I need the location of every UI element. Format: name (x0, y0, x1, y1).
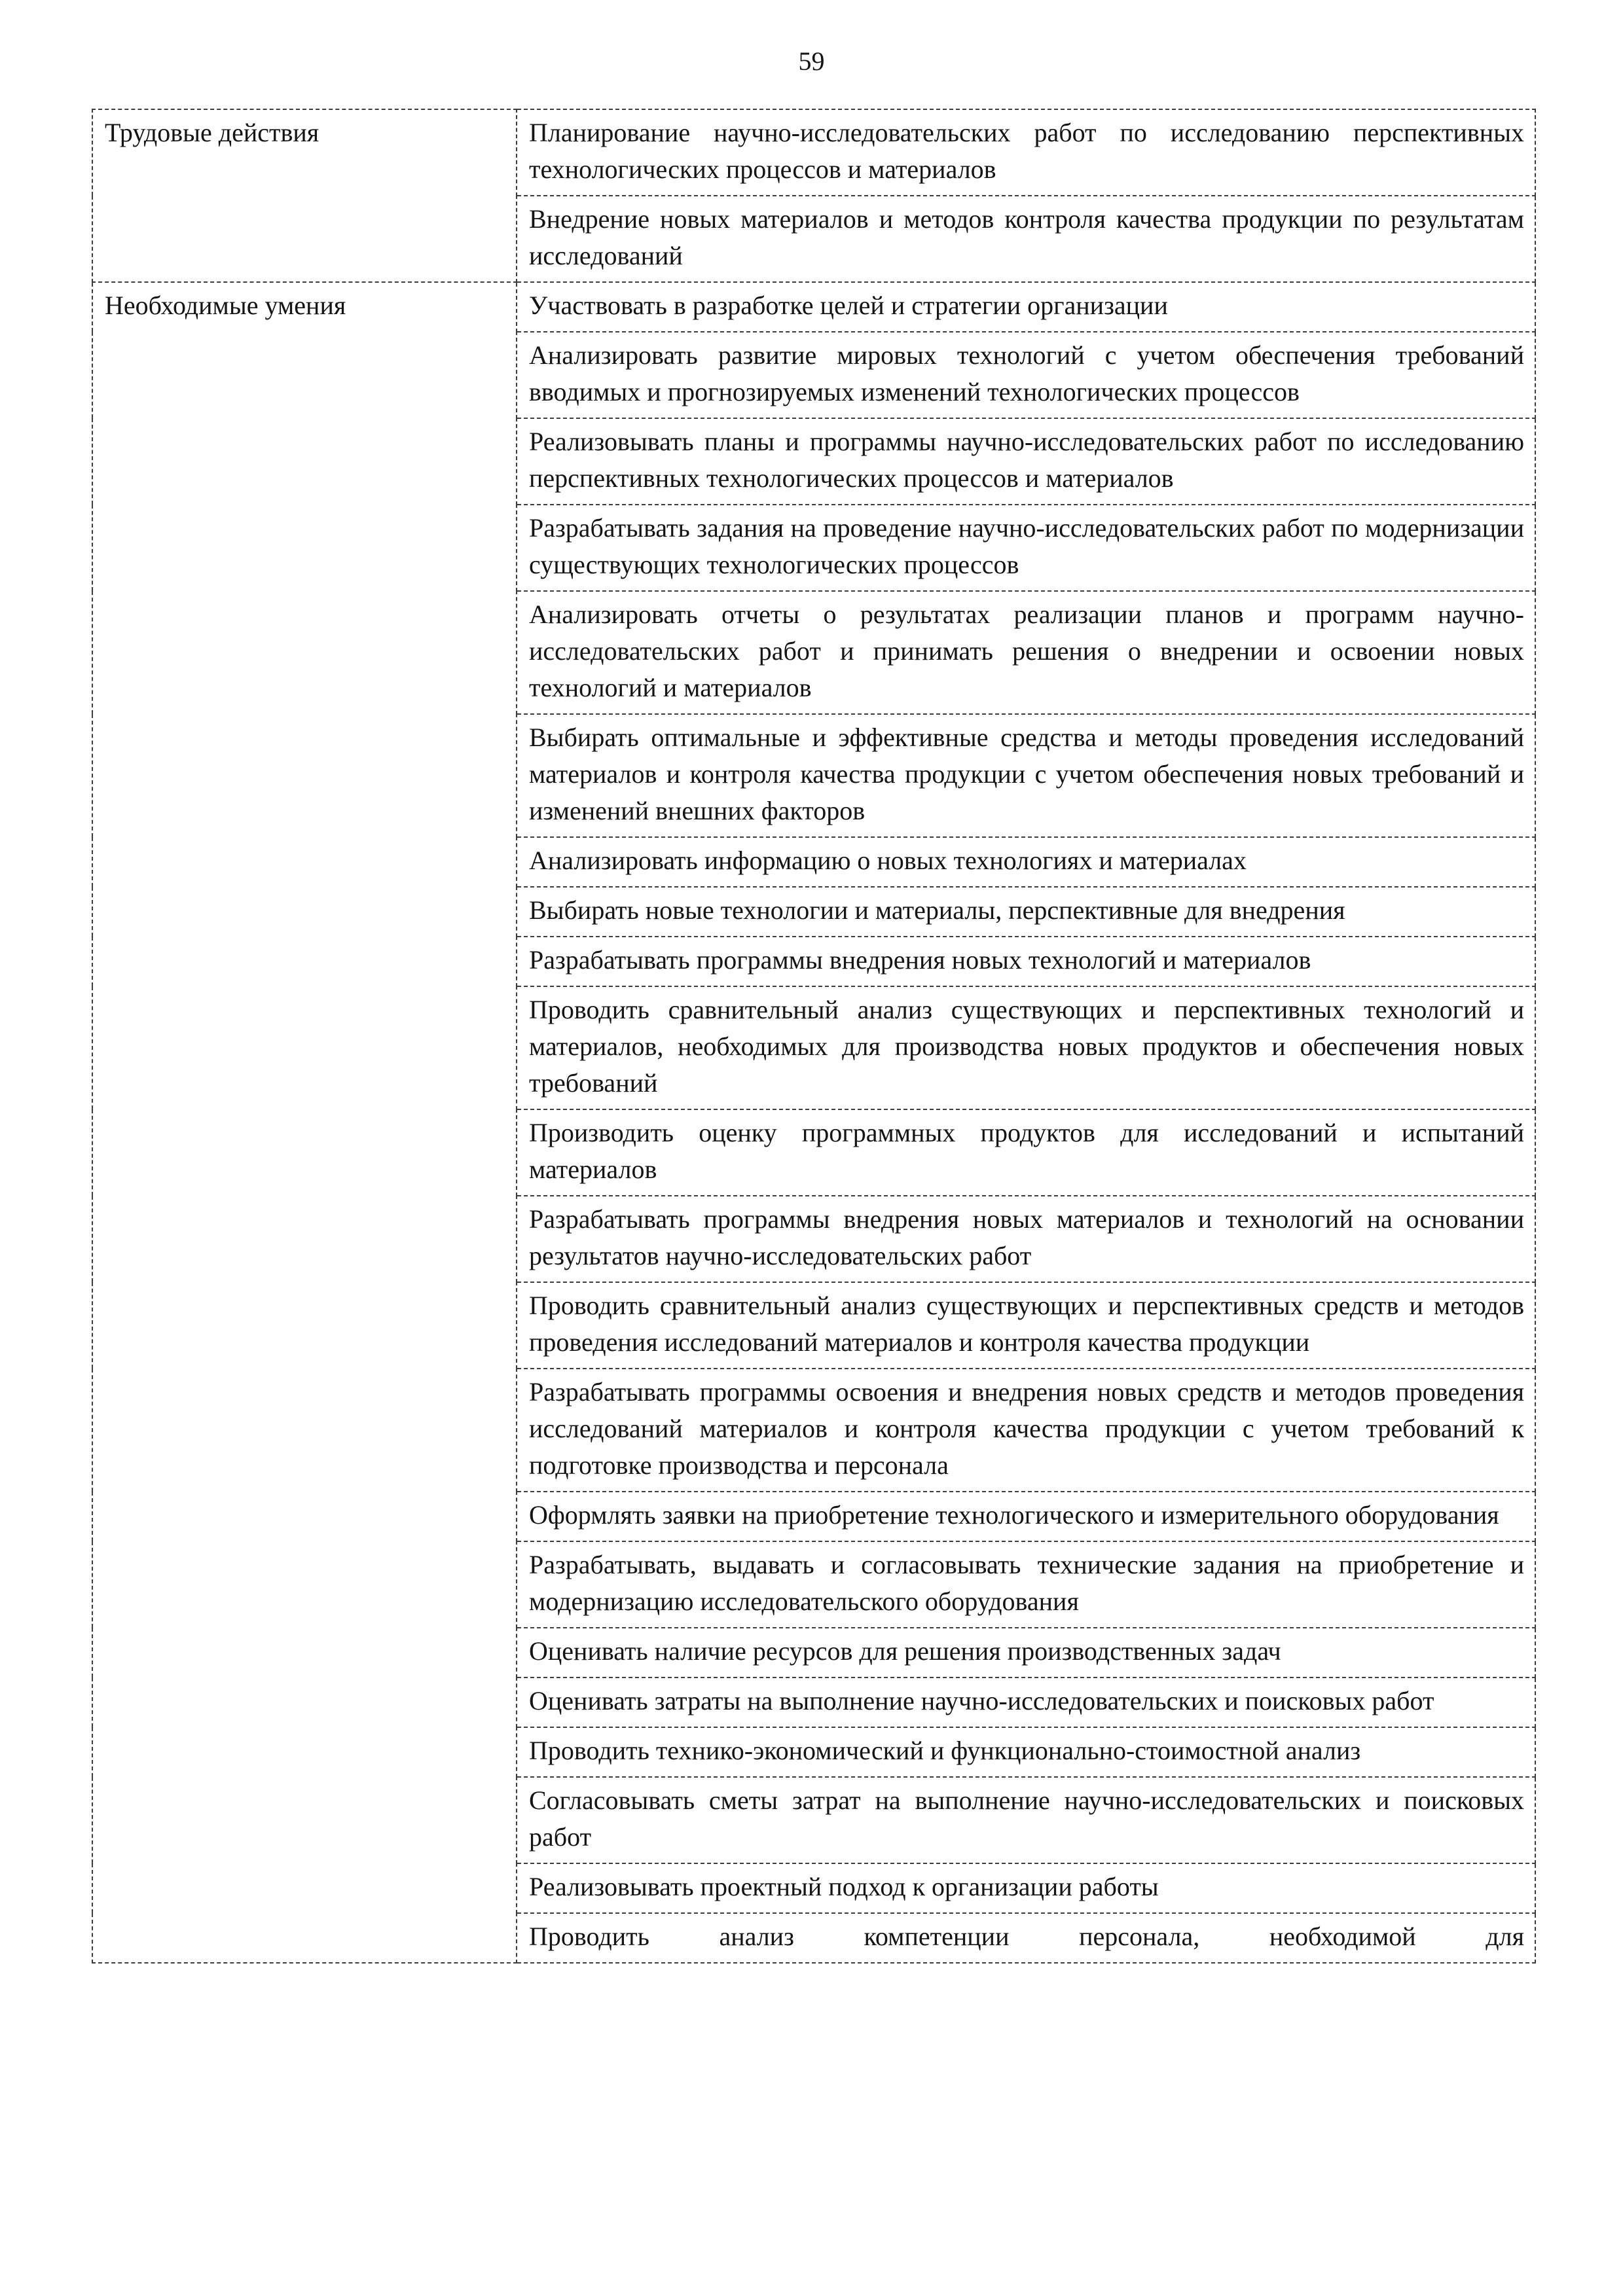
table-cell: Реализовывать проектный подход к организации работы (517, 1863, 1535, 1913)
page-number: 59 (798, 46, 825, 76)
table-row (92, 109, 1535, 196)
row-group-label: Трудовые действия (92, 109, 517, 282)
table-cell: Внедрение новых материалов и методов контроля качества продукции по результатам исследований (517, 196, 1535, 282)
table-cell: Проводить технико-экономический и функционально-стоимостной анализ (517, 1727, 1535, 1777)
table-cell: Разрабатывать, выдавать и согласовывать технические задания на приобретение и модернизацию исследовательского оборудования (517, 1541, 1535, 1628)
table-row (92, 282, 1535, 332)
table-cell: Анализировать развитие мировых технологий с учетом обеспечения требований вводимых и прогнозируемых изменений технологических процессов (517, 332, 1535, 418)
table-cell: Оценивать наличие ресурсов для решения производственных задач (517, 1628, 1535, 1677)
table-cell: Разрабатывать программы внедрения новых технологий и материалов (517, 937, 1535, 986)
table-cell: Оформлять заявки на приобретение технологического и измерительного оборудования (517, 1492, 1535, 1541)
table-cell: Оценивать затраты на выполнение научно-исследовательских и поисковых работ (517, 1677, 1535, 1727)
table-cell: Согласовывать сметы затрат на выполнение научно-исследовательских и поисковых работ (517, 1777, 1535, 1863)
table-cell: Выбирать новые технологии и материалы, перспективные для внедрения (517, 887, 1535, 937)
table-cell: Разрабатывать задания на проведение научно-исследовательских работ по модернизации существующих технологических процессов (517, 505, 1535, 591)
table-cell: Реализовывать планы и программы научно-исследовательских работ по исследованию перспективных технологических процессов и материалов (517, 418, 1535, 505)
table-cell: Анализировать информацию о новых технологиях и материалах (517, 837, 1535, 887)
table-cell: Проводить сравнительный анализ существующих и перспективных средств и методов проведения исследований материалов и контроля качества продукции (517, 1282, 1535, 1369)
table-cell: Выбирать оптимальные и эффективные средства и методы проведения исследований материалов и контроля качества продукции с учетом обеспечения новых требований и изменений внешних факторов (517, 714, 1535, 837)
table-cell: Проводить сравнительный анализ существующих и перспективных технологий и материалов, необходимых для производства новых продуктов и обеспечения новых требований (517, 986, 1535, 1109)
table-cell: Участвовать в разработке целей и стратегии организации (517, 282, 1535, 332)
row-group-label: Необходимые умения (92, 282, 517, 1963)
table-cell: Планирование научно-исследовательских работ по исследованию перспективных технологических процессов и материалов (517, 109, 1535, 196)
table-cell: Разрабатывать программы освоения и внедрения новых средств и методов проведения исследований материалов и контроля качества продукции с учетом требований к подготовке производства и персонала (517, 1369, 1535, 1492)
table-cell: Производить оценку программных продуктов для исследований и испытаний материалов (517, 1109, 1535, 1196)
table-cell: Анализировать отчеты о результатах реализации планов и программ научно-исследовательских работ и принимать решения о внедрении и освоении новых технологий и материалов (517, 591, 1535, 714)
table-cell: Проводить анализ компетенции персонала, необходимой для (517, 1913, 1535, 1963)
table-cell: Разрабатывать программы внедрения новых материалов и технологий на основании результатов научно-исследовательских работ (517, 1196, 1535, 1282)
qualification-table (92, 109, 1536, 1964)
